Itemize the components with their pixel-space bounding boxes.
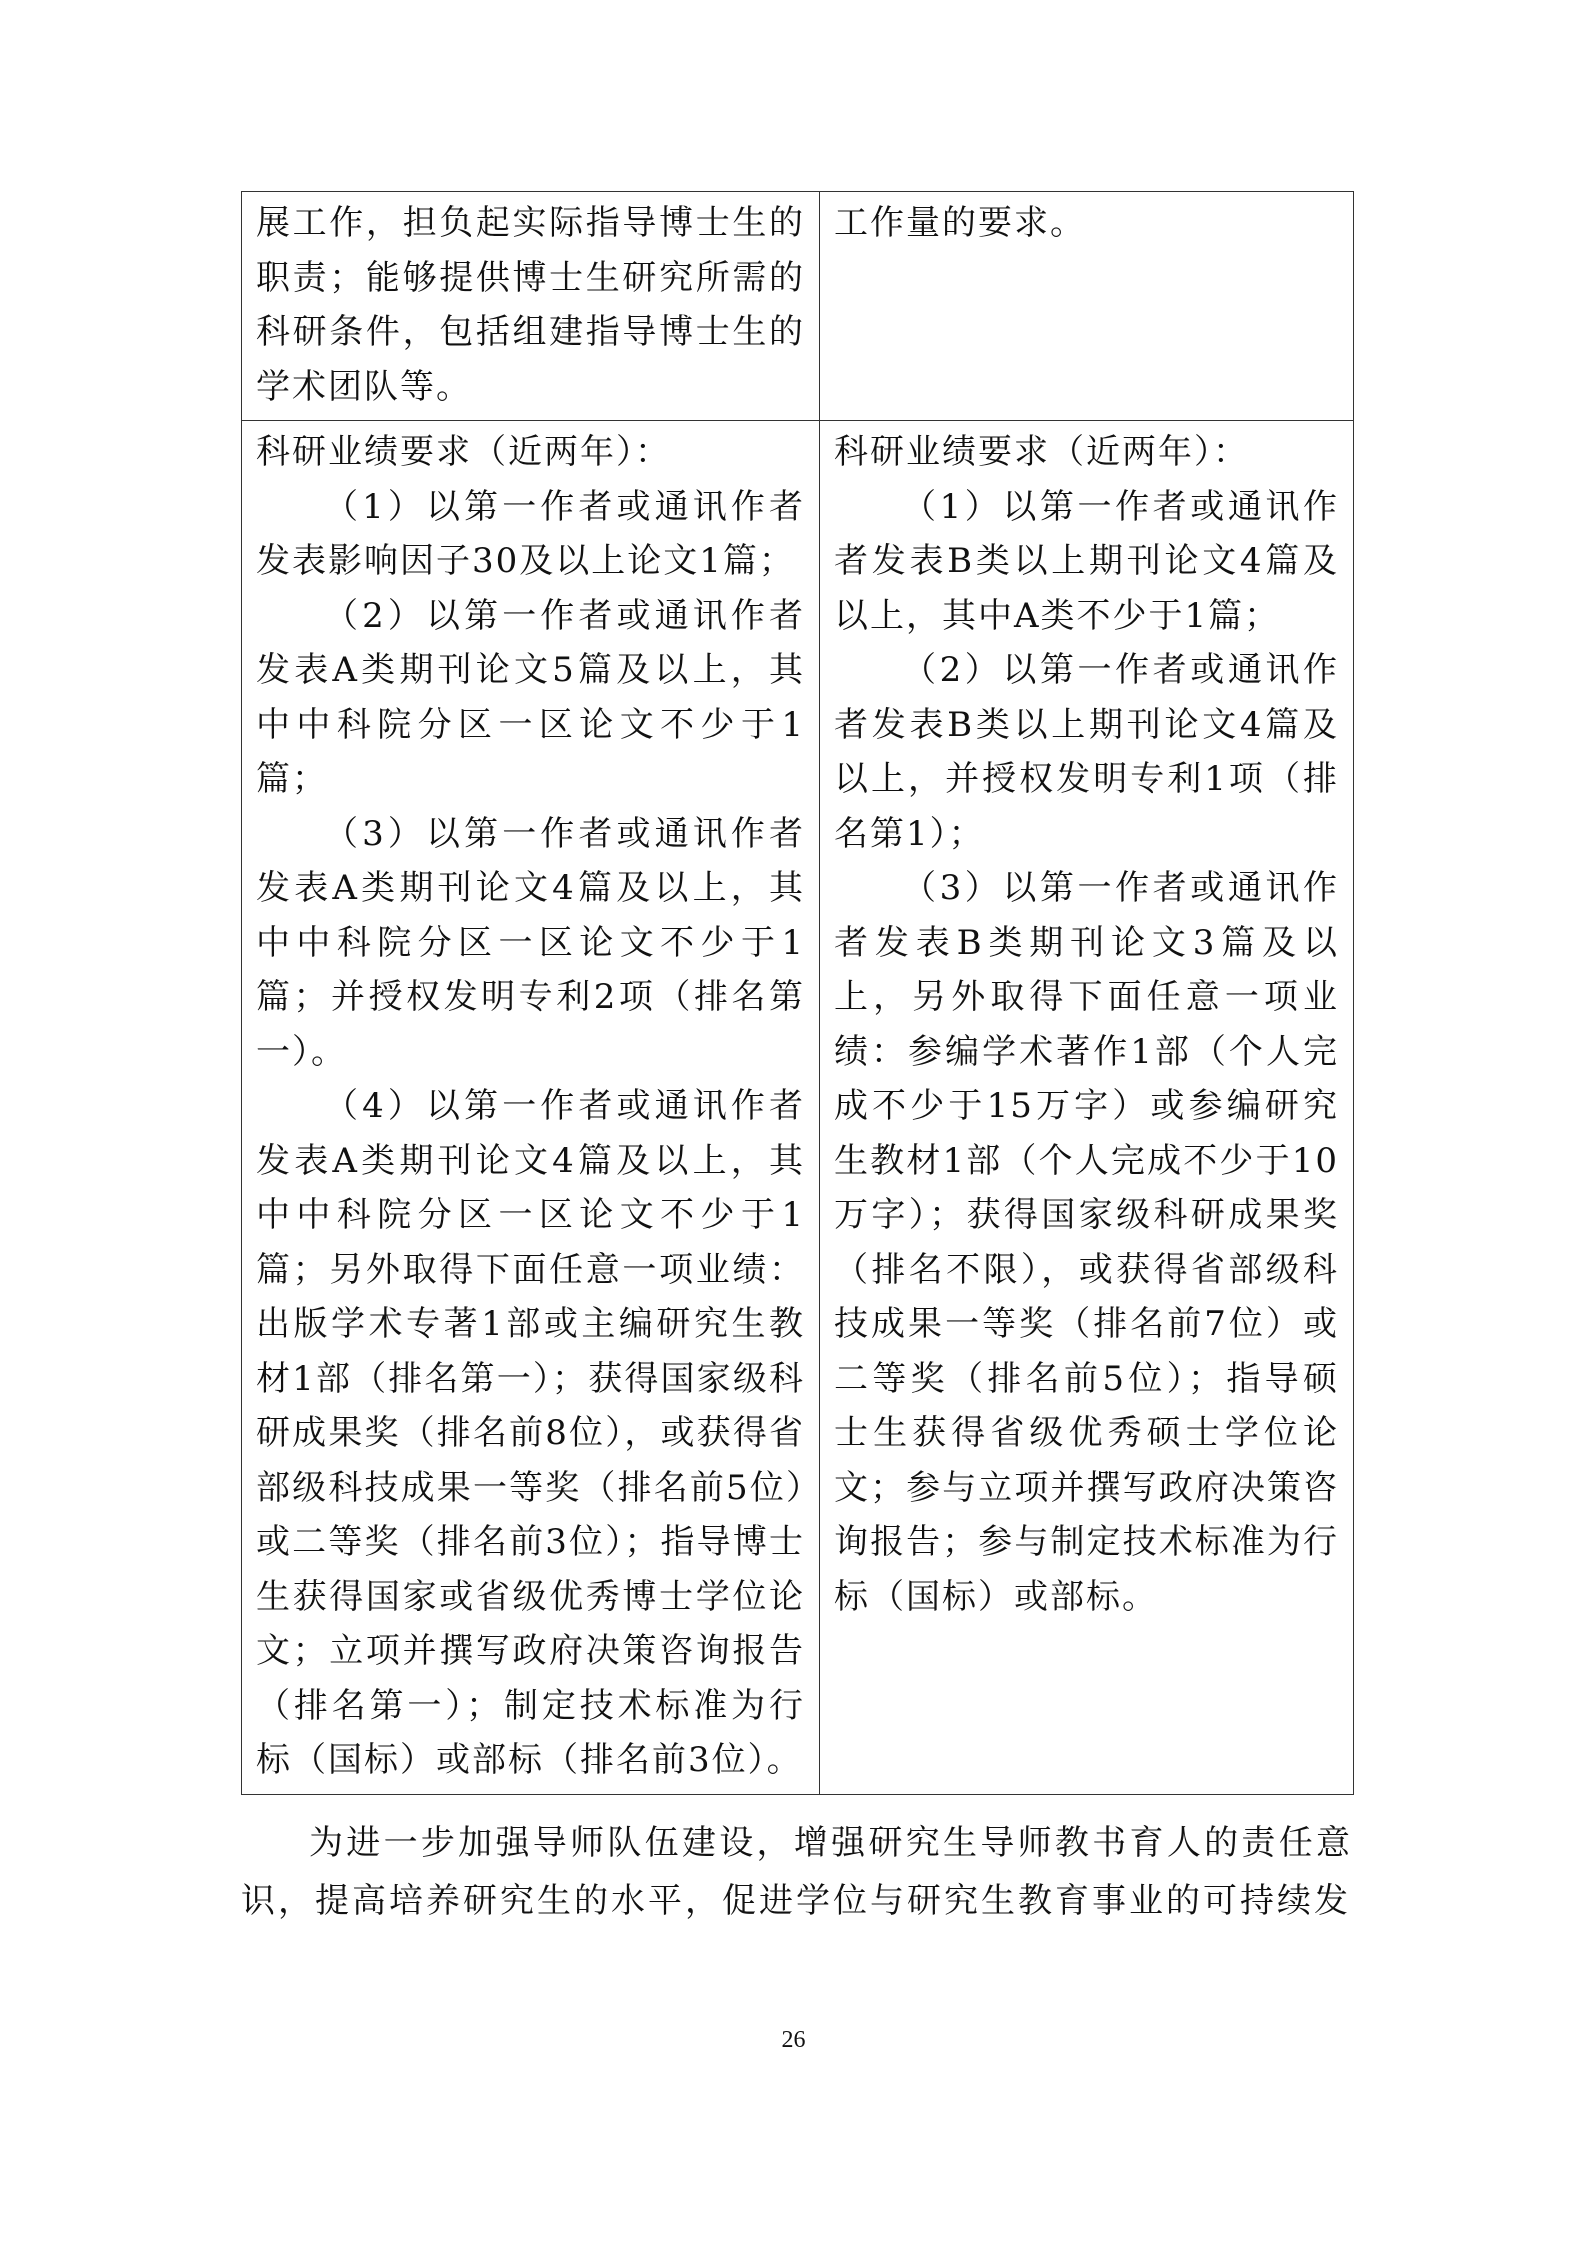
requirement-item: （3）以第一作者或通讯作者发表A类期刊论文4篇及以上，其中中科院分区一区论文不少于1篇；并授权发明专利2项（排名第一）。 [256,813,805,1072]
table-cell-right [820,421,1354,1795]
table-row [242,421,1354,1795]
table-cell-left [242,192,820,421]
requirement-item: （3）以第一作者或通讯作者发表B类期刊论文3篇及以上，另外取得下面任意一项业绩：参编学术著作1部（个人完成不少于15万字）或参编研究生教材1部（个人完成不少于10万字）；获得国家级科研成果奖（排名不限），或获得省部级科技成果一等奖（排名前7位）或二等奖（排名前5位）；指导硕士生获得省级优秀硕士学位论文；参与立项并撰写政府决策咨询报告；参与制定技术标准为行标（国标）或部标。 [834,868,1339,1617]
requirement-item: （4）以第一作者或通讯作者发表A类期刊论文4篇及以上，其中中科院分区一区论文不少于1篇；另外取得下面任意一项业绩：出版学术专著1部或主编研究生教材1部（排名第一）；获得国家级科研成果奖（排名前8位），或获得省部级科技成果一等奖（排名前5位）或二等奖（排名前3位）；指导博士生获得国家或省级优秀博士学位论文；立项并撰写政府决策咨询报告（排名第一）；制定技术标准为行标（国标）或部标（排名前3位）。 [256,1086,805,1780]
page-number: 26 [781,2027,806,2053]
requirement-item: （1）以第一作者或通讯作者发表B类以上期刊论文4篇及以上，其中A类不少于1篇； [834,486,1339,636]
table-cell-right [820,192,1354,421]
cell-text: 展工作，担负起实际指导博士生的职责；能够提供博士生研究所需的科研条件，包括组建指导博士生的学术团队等。 [256,203,805,407]
requirement-item: （1）以第一作者或通讯作者发表影响因子30及以上论文1篇； [256,486,805,581]
cell-text: 工作量的要求。 [834,203,1086,243]
table-row [242,192,1354,421]
requirements-table [241,191,1354,1795]
requirement-item: （2）以第一作者或通讯作者发表B类以上期刊论文4篇及以上，并授权发明专利1项（排名第1）； [834,650,1339,854]
cell-heading: 科研业绩要求（近两年）： [834,432,1249,472]
body-paragraph: 为进一步加强导师队伍建设，增强研究生导师教书育人的责任意识，提高培养研究生的水平，促进学位与研究生教育事业的可持续发 [241,1823,1353,1921]
cell-heading: 科研业绩要求（近两年）： [256,432,671,472]
table-cell-left [242,421,820,1795]
requirement-item: （2）以第一作者或通讯作者发表A类期刊论文5篇及以上，其中中科院分区一区论文不少于1篇； [256,595,805,799]
